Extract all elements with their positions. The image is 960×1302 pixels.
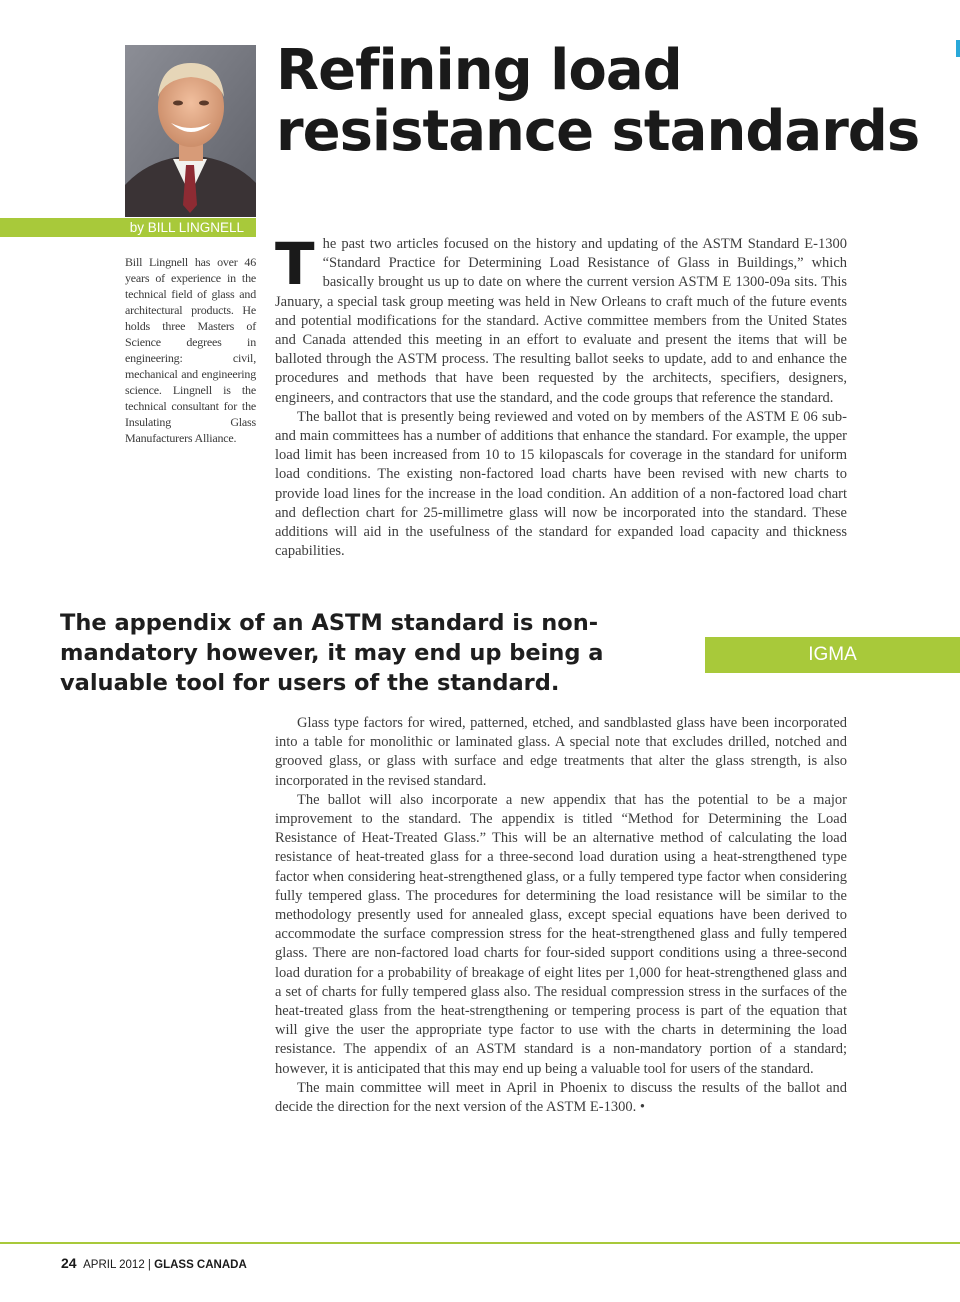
article-title [276, 40, 946, 162]
article-paragraph: The main committee will meet in April in Phoenix to discuss the results of the ballot and decide the direction for the next version of the ASTM E-1300. • [275, 1079, 847, 1116]
edge-color-tab [956, 40, 960, 57]
author-bio: Bill Lingnell has over 46 years of experience in the technical field of glass and architectural products. He holds three Masters of Science degrees in engineering: civil, mechanical and engineering science. Lingnell is the technical consultant for the Insulating Glass Manufacturers Alliance. [125, 255, 256, 445]
footer-rule [0, 1242, 960, 1244]
article-body-top [275, 230, 847, 561]
article-title-line-2: resistance standards [276, 99, 920, 164]
article-paragraph: The ballot will also incorporate a new appendix that has the potential to be a major improvement to the standard. The appendix is titled “Method for Determining the Load Resistance of Heat-Treated Glass.” This will be an alternative method of calculating the load resistance of heat-treated glass for a three-second load duration using a heat-strengthened type factor when considering heat-strengthened glass, or a fully tempered type factor when considering fully tempered glass. The procedures for determining the load resistance will be similar to the methodology presently used for annealed glass, except special equations have been derived to accommodate the surface compression stress for the heat-strengthened glass and fully tempered glass. There are non-factored load charts for four-sided support conditions using a three-second load duration for a probability of breakage of eight lites per 1,000 for heat-strengthened glass and a set of charts for fully tempered glass also. The residual compression stress in the surfaces of the heat-treated glass from the heat-strengthening or tempering process is part of the equation that will give the user the appropriate type factor to use with the charts in determining the load resistance. The appendix of an ASTM standard is a non-mandatory portion of a standard; however, it is anticipated that this may end up being a valuable tool for users of the standard. [275, 791, 847, 1077]
article-paragraph-first [275, 230, 847, 408]
author-photo [125, 45, 256, 217]
article-body-bottom [275, 714, 847, 1117]
page-number: 24 [61, 1255, 77, 1271]
article-paragraph: The ballot that is presently being reviewed and voted on by members of the ASTM E 06 sub- and main committees has a number of additions that enhance the standard. For example, the upper load limit has been increased from 10 to 15 kilopascals for coverage in the standard for uniform load conditions. The existing non-factored load charts have been revised with new charts to provide load lines for the increase in the load condition. An addition of a non-factored load chart and deflection chart for 25-millimetre glass will now be incorporated into the standard. These additions will aid in the usefulness of the standard for expanded load capacity and thickness capabilities. [275, 408, 847, 560]
section-tag: IGMA [705, 637, 960, 673]
byline: by BILL LINGNELL [129, 220, 244, 235]
first-paragraph-text: he past two articles focused on the history and updating of the ASTM Standard E-1300 “Standard Practice for Determining Load Resistance of Glass in Buildings,” which basically brought us up to date on where the current version ASTM E 1300-09a sits. This January, a special task group meeting was held in New Orleans to craft much of the future events and potential modifications for the standard. Active committee members from the United States and Canada attended this meeting in an effort to evaluate and present the items that will be balloted through the ASTM process. The resulting ballot seeks to update, add to and enhance the procedures and methods that have been requested by the architects, specifiers, designers, engineers, and contractors that use the standard, and the code groups that reference the standard. [275, 236, 847, 406]
article-paragraph: Glass type factors for wired, patterned, etched, and sandblasted glass have been incorporated into a table for monolithic or laminated glass. A special note that excludes drilled, notched and grooved glass, or glass with surface and edge treatments that alter the glass strength, is also incorporated in the revised standard. [275, 715, 847, 789]
page-footer [61, 1255, 247, 1273]
issue-date: APRIL 2012 | [83, 1259, 151, 1271]
pull-quote: The appendix of an ASTM standard is non-mandatory however, it may end up being a valuable tool for users of the standard. [60, 610, 604, 696]
article-title-line-1: Refining load [276, 38, 682, 103]
magazine-name: GLASS CANADA [154, 1259, 247, 1271]
drop-cap: T [275, 230, 315, 298]
